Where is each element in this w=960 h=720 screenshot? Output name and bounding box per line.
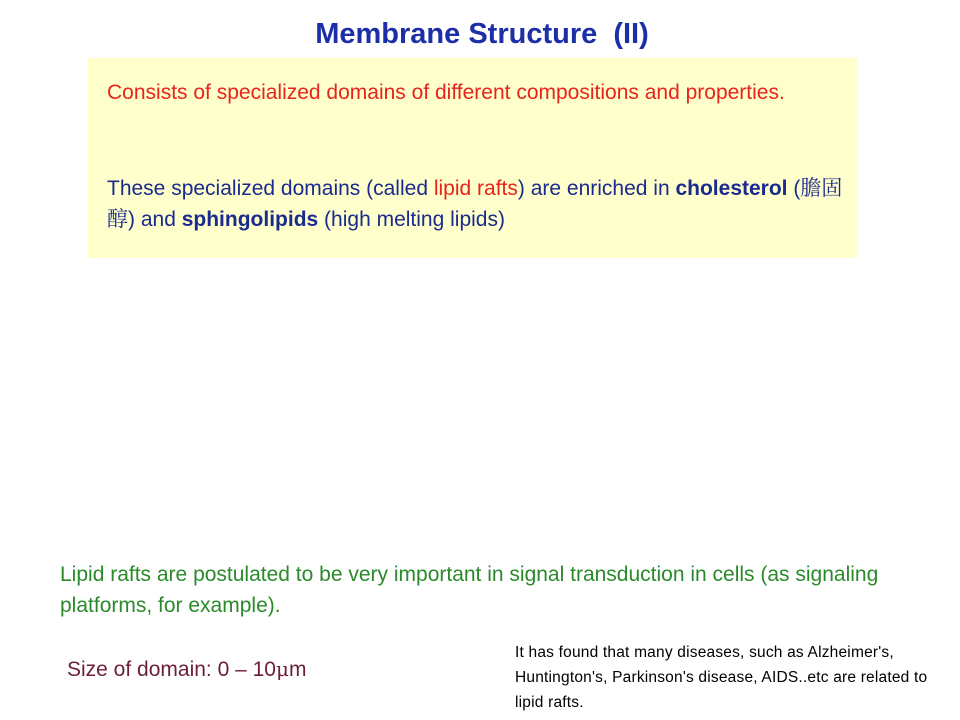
disease-note: It has found that many diseases, such as Alzheimer's, Huntington's, Parkinson's disease, AIDS..etc are related to lipid rafts. (515, 644, 928, 711)
p2-open-paren: ( (787, 177, 801, 200)
p2-tail: (high melting lipids) (318, 208, 505, 231)
box-paragraph-1: Consists of specialized domains of different compositions and properties. (107, 81, 785, 104)
size-unit: m (288, 658, 307, 681)
domain-size-text (67, 654, 306, 685)
lipid-rafts-term: lipid rafts (433, 177, 518, 200)
p2-close-paren: ) (128, 208, 135, 231)
slide-title: Membrane Structure (II) (315, 18, 649, 50)
cholesterol-term: cholesterol (675, 177, 788, 200)
p2-and: and (135, 208, 182, 231)
box-paragraph-2 (107, 173, 852, 235)
p2-text-1: These specialized domains (called (107, 177, 434, 200)
micro-symbol: μ (275, 657, 289, 681)
p2-text-2: ) are enriched in (517, 177, 676, 200)
cholesterol-chinese: 膽固醇 (107, 177, 843, 231)
signal-transduction-text: Lipid rafts are postulated to be very important in signal transduction in cells (as signaling platforms, for example). (60, 563, 879, 617)
size-prefix: Size of domain: 0 – 10 (67, 658, 276, 681)
sphingolipids-term: sphingolipids (181, 208, 319, 231)
